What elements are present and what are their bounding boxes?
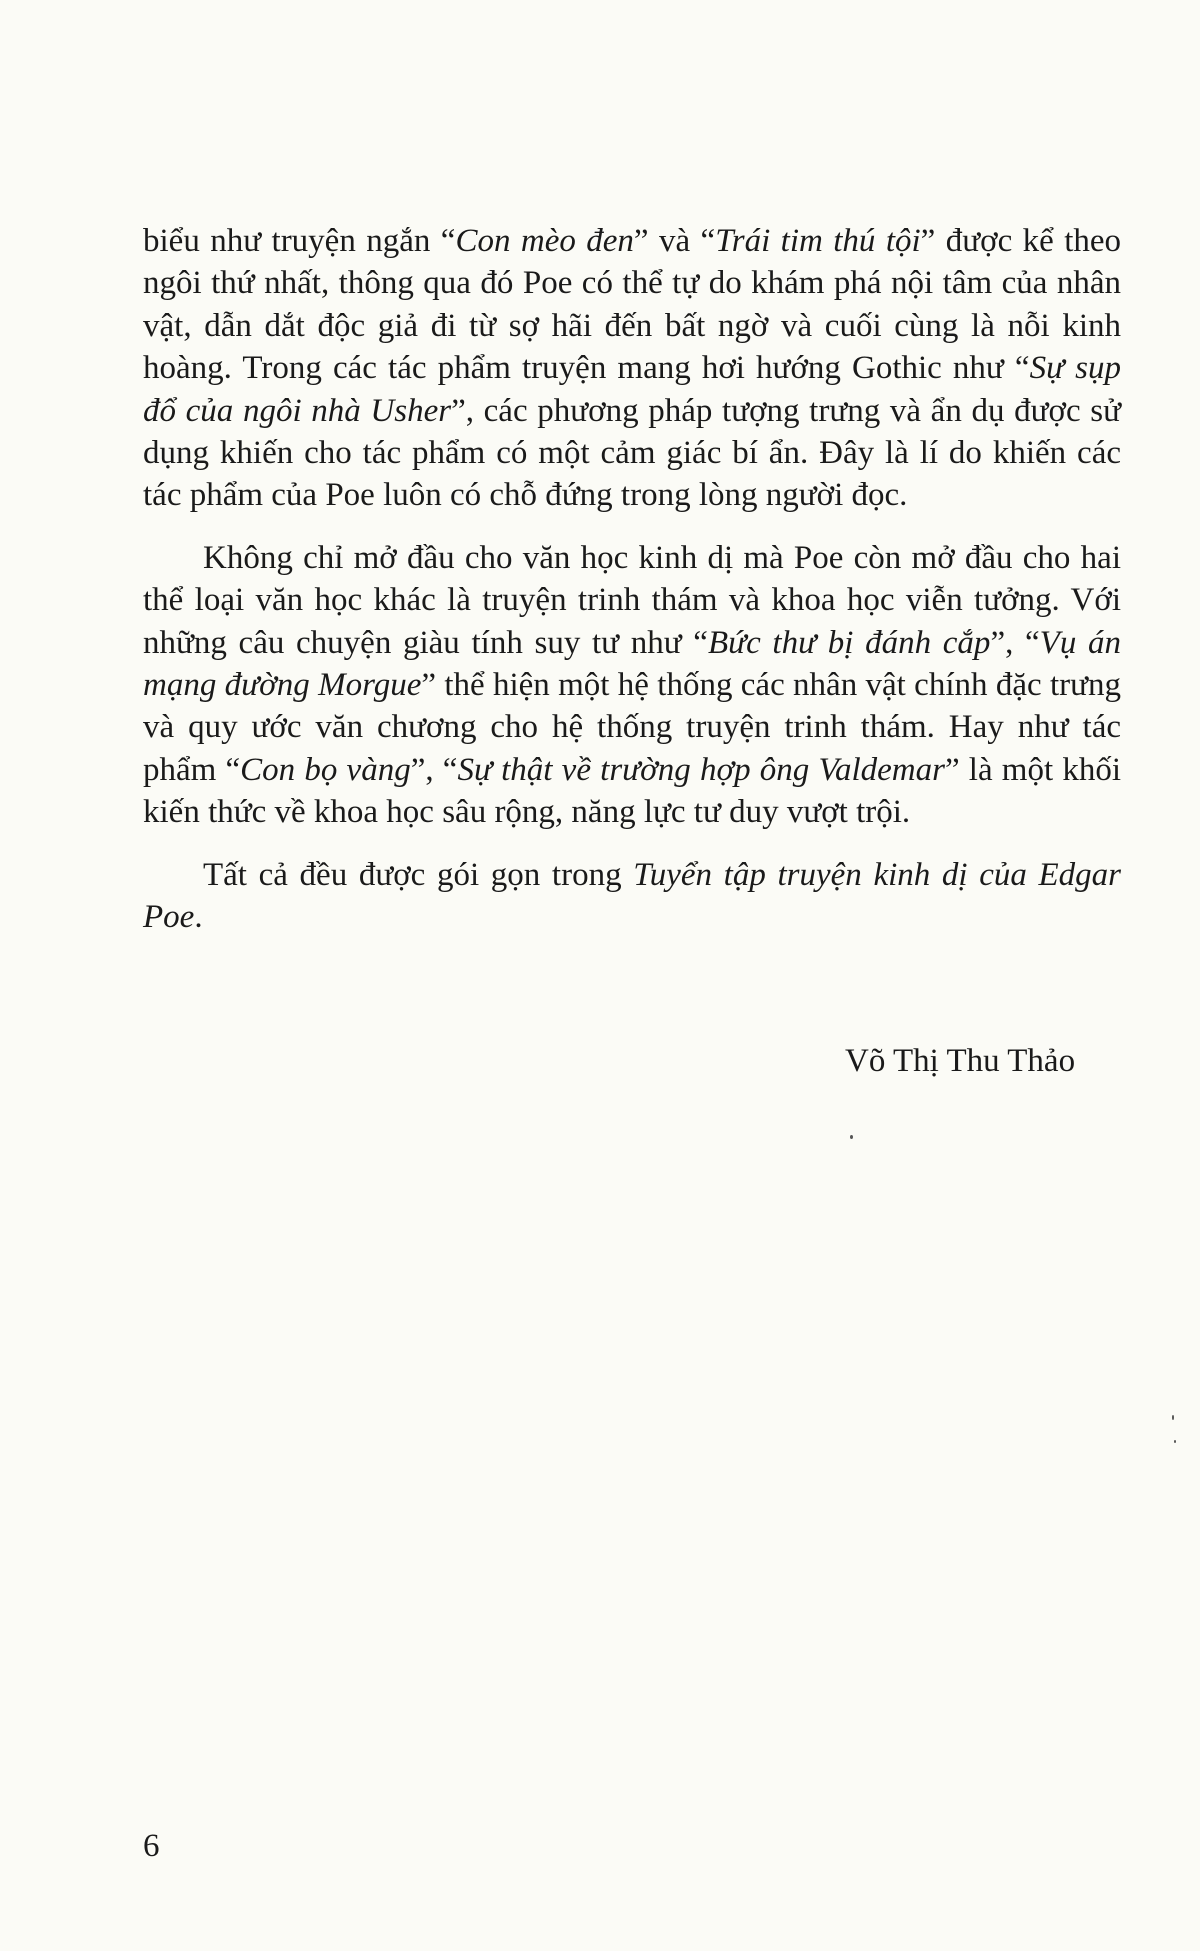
print-speck [1174,1440,1176,1443]
paragraph-text: ” được kể theo ngôi thứ nhất, thông qua đó Poe có thể tự do khám phá nội tâm của nhân vật, dẫn dắt độc giả đi từ sợ hãi đến bất ngờ và cuối cùng là nỗi kinh hoàng. Trong các tác phẩm truyện mang hơi hướng Gothic như “ [143,223,1122,387]
author-signature: Võ Thị Thu Thảo [845,1043,1076,1079]
paragraph-text: ” là một khối kiến thức về khoa học sâu rộng, năng lực tư duy vượt trội. [143,751,1121,831]
paragraph-text: biểu như truyện ngắn “ [143,223,456,259]
paragraph-1 [143,220,1121,517]
print-speck [1172,1415,1174,1420]
italic-title-text: Trái tim thú tội [715,223,921,259]
italic-title-text: Con bọ vàng [240,751,411,788]
paragraph-text: ”, “ [990,624,1040,661]
paragraph-text: ” thể hiện một hệ thống các nhân vật chính đặc trưng và quy ước văn chương cho hệ thống truyện trinh thám. Hay như tác phẩm “ [143,667,1121,788]
paragraph-text: ”, các phương pháp tượng trưng và ẩn dụ được sử dụng khiến cho tác phẩm có một cảm giác bí ẩn. Đây là lí do khiến các tác phẩm của Poe luôn có chỗ đứng trong lòng người đọc. [143,392,1121,514]
print-speck [850,1135,853,1139]
paragraph-text: Không chỉ mở đầu cho văn học kinh dị mà Poe còn mở đầu cho hai thể loại văn học khác là truyện trinh thám và khoa học viễn tưởng. Với những câu chuyện giàu tính suy tư như “ [143,539,1121,661]
italic-title-text: Tuyển tập truyện kinh dị của Edgar Poe [143,856,1121,936]
paragraph-text: ” và “ [633,223,716,259]
italic-title-text: Sự thật về trường hợp ông Valdemar [457,751,945,788]
italic-title-text: Vụ án mạng đường Morgue [143,624,1121,704]
italic-title-text: Bức thư bị đánh cắp [707,624,991,661]
page-number: 6 [143,1828,160,1864]
italic-title-text: Sự sụp đổ của ngôi nhà Usher [143,350,1122,429]
body-text [143,220,1121,939]
italic-title-text: Con mèo đen [455,223,634,259]
paragraph-2 [143,537,1121,834]
paragraph-text: ”, “ [410,751,458,788]
paragraph-text: Tất cả đều được gói gọn trong [203,856,634,893]
paragraph-text: . [194,899,203,936]
paragraph-3 [143,854,1121,939]
